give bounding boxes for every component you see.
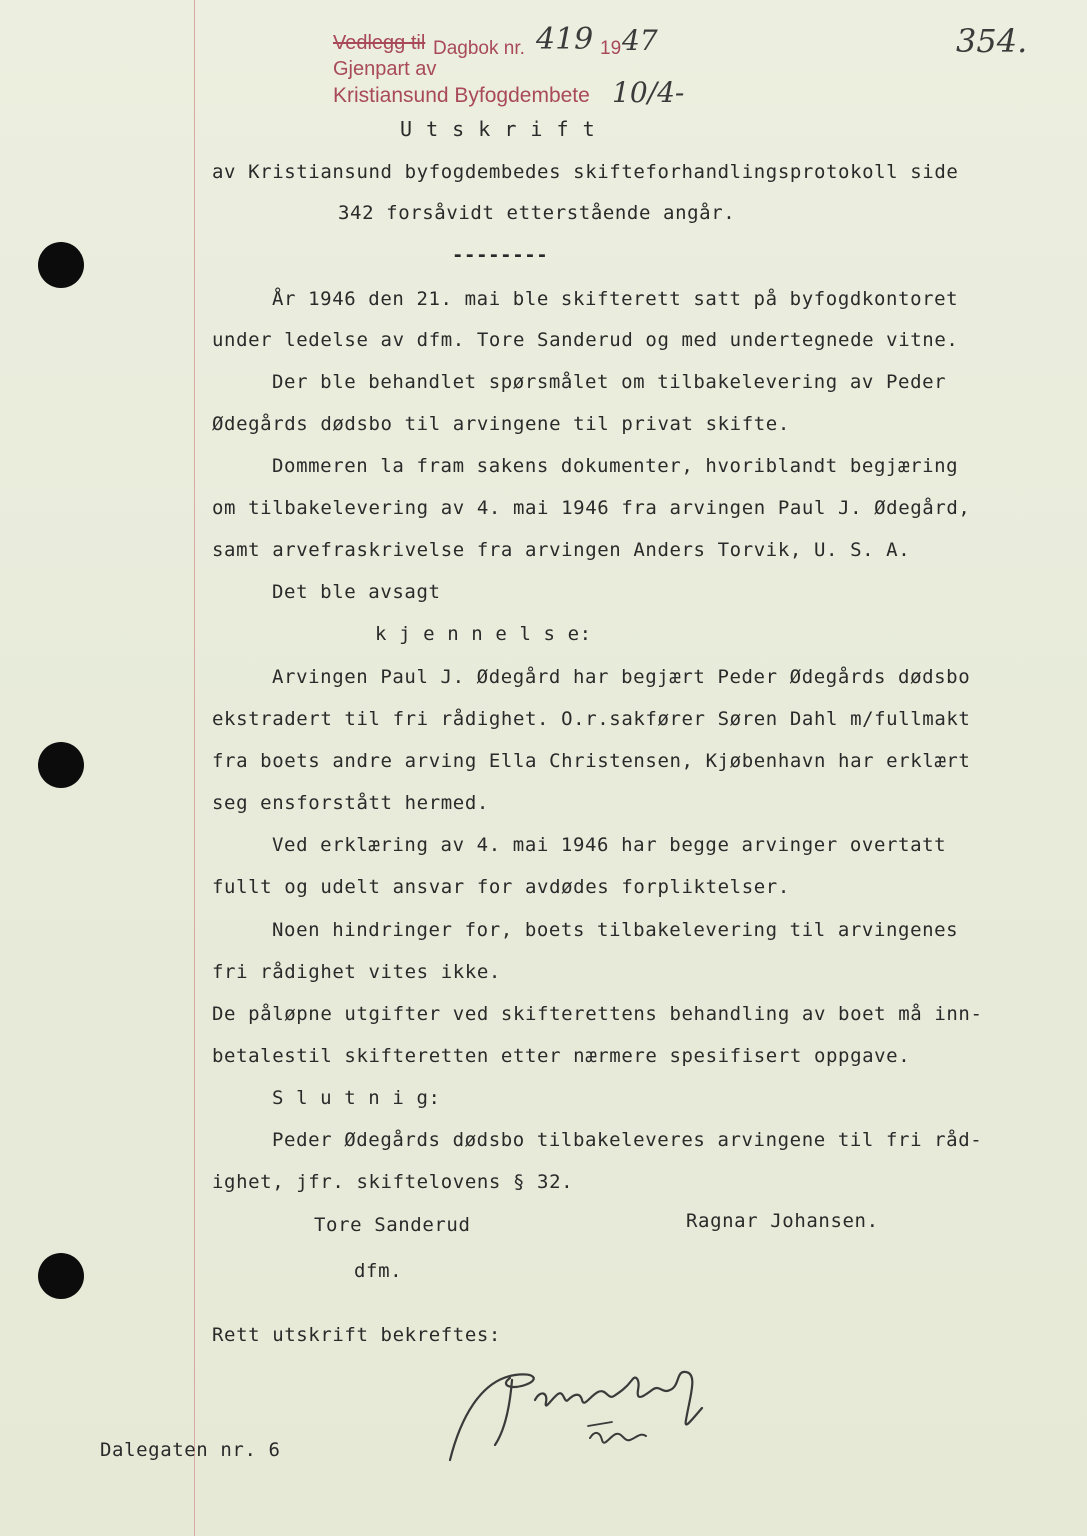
page-number: 354. — [956, 22, 1028, 60]
dagbok-number: 419 — [536, 22, 594, 57]
body-line: betalestil skifteretten etter nærmere spesifisert oppgave. — [212, 1045, 911, 1067]
body-line: under ledelse av dfm. Tore Sanderud og med undertegnede vitne. — [212, 329, 959, 351]
punch-hole-middle — [38, 742, 84, 788]
body-line: fri rådighet vites ikke. — [212, 961, 501, 983]
signatory-left-title: dfm. — [354, 1260, 403, 1282]
handwritten-signature — [440, 1360, 800, 1470]
certification-line: Rett utskrift bekreftes: — [212, 1324, 501, 1346]
punch-hole-top — [38, 242, 84, 288]
body-line: År 1946 den 21. mai ble skifterett satt på byfogdkontoret — [272, 288, 959, 310]
stamp-kristiansund-byfogdembete: Kristiansund Byfogdembete — [333, 84, 590, 107]
body-line: De påløpne utgifter ved skifterettens behandling av boet må inn- — [212, 1003, 983, 1025]
body-line: Der ble behandlet spørsmålet om tilbakelevering av Peder — [272, 371, 947, 393]
slutnig-heading: S l u t n i g: — [272, 1087, 441, 1109]
body-line: Noen hindringer for, boets tilbakelevering til arvingenes — [272, 919, 959, 941]
document-title: U t s k r i f t — [400, 117, 596, 141]
margin-line — [194, 0, 195, 1536]
stamp-year-suffix: 47 — [622, 24, 658, 57]
body-line: Dommeren la fram sakens dokumenter, hvoriblandt begjæring — [272, 455, 959, 477]
body-line: Ved erklæring av 4. mai 1946 har begge arvinger overtatt — [272, 834, 947, 856]
stamp-vedlegg-til: Vedlegg til — [333, 32, 426, 54]
body-line: fra boets andre arving Ella Christensen, Kjøbenhavn har erklært — [212, 750, 971, 772]
body-line: samt arvefraskrivelse fra arvingen Anders Torvik, U. S. A. — [212, 539, 911, 561]
handwritten-date: 10/4- — [612, 76, 685, 109]
body-line: Ødegårds dødsbo til arvingene til privat skifte. — [212, 413, 790, 435]
signatory-left-name: Tore Sanderud — [314, 1214, 471, 1236]
intro-line-2: 342 forsåvidt etterstående angår. — [338, 202, 736, 224]
kjennelse-heading: k j e n n e l s e: — [375, 623, 592, 645]
stamp-gjenpart-av: Gjenpart av — [333, 58, 437, 80]
body-line: seg ensforstått hermed. — [212, 792, 489, 814]
signatory-right-name: Ragnar Johansen. — [686, 1210, 879, 1232]
body-line: ekstradert til fri rådighet. O.r.sakfører Søren Dahl m/fullmakt — [212, 708, 971, 730]
body-line: Arvingen Paul J. Ødegård har begjært Peder Ødegårds dødsbo — [272, 666, 971, 688]
body-line: fullt og udelt ansvar for avdødes forpliktelser. — [212, 876, 790, 898]
stamp-dagbok-label: Dagbok nr. — [433, 38, 525, 59]
intro-line-1: av Kristiansund byfogdembedes skifteforhandlingsprotokoll side — [212, 161, 959, 183]
punch-hole-bottom — [38, 1253, 84, 1299]
separator: -------- — [452, 244, 549, 266]
body-line: Det ble avsagt — [272, 581, 441, 603]
body-line: Peder Ødegårds dødsbo tilbakeleveres arvingene til fri råd- — [272, 1129, 983, 1151]
footer-address: Dalegaten nr. 6 — [100, 1439, 281, 1461]
stamp-year-prefix: 19 — [600, 38, 622, 59]
body-line: ighet, jfr. skiftelovens § 32. — [212, 1171, 574, 1193]
body-line: om tilbakelevering av 4. mai 1946 fra arvingen Paul J. Ødegård, — [212, 497, 971, 519]
